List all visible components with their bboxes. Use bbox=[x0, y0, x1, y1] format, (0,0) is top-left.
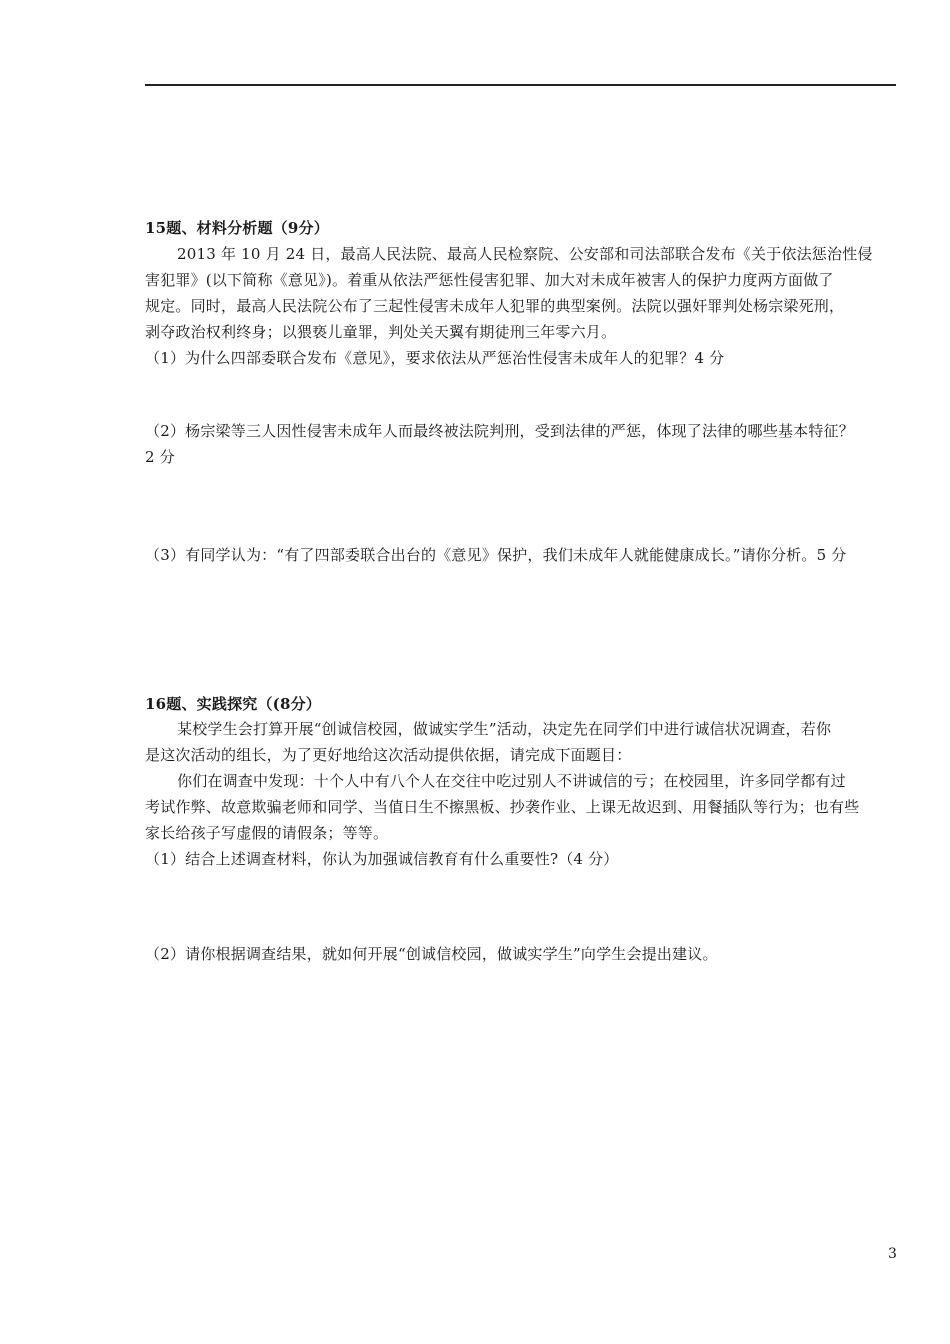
page-number: 3 bbox=[888, 1246, 897, 1262]
header-rule bbox=[145, 84, 896, 86]
q16-question-1: （1）结合上述调查材料，你认为加强诚信教育有什么重要性?（4 分） bbox=[145, 850, 619, 868]
q16-question-2: （2）请你根据调查结果，就如何开展“创诚信校园，做诚实学生”向学生会提出建议。 bbox=[145, 945, 718, 963]
q16-intro-line: 某校学生会打算开展“创诚信校园，做诚实学生”活动，决定先在同学们中进行诚信状况调查，若你 bbox=[177, 720, 832, 738]
q16-findings-line: 你们在调查中发现：十个人中有八个人在交往中吃过别人不讲诚信的亏；在校园里，许多同学都有过 bbox=[177, 772, 846, 790]
q15-question-2: （2）杨宗梁等三人因性侵害未成年人而最终被法院判刑，受到法律的严惩，体现了法律的哪些基本特征？ bbox=[145, 422, 854, 440]
q15-material-line: 规定。同时，最高人民法院公布了三起性侵害未成年人犯罪的典型案例。法院以强奸罪判处杨宗梁死刑， bbox=[145, 297, 845, 315]
q15-material-line: 2013 年 10 月 24 日，最高人民法院、最高人民检察院、公安部和司法部联合发布《关于依法惩治性侵 bbox=[177, 245, 873, 263]
q16-findings-line: 考试作弊、故意欺骗老师和同学、当值日生不擦黑板、抄袭作业、上课无故迟到、用餐插队等行为；也有些 bbox=[145, 798, 860, 816]
q16-findings-line: 家长给孩子写虚假的请假条；等等。 bbox=[145, 824, 389, 842]
q16-intro-line: 是这次活动的组长，为了更好地给这次活动提供依据，请完成下面题目： bbox=[145, 746, 632, 764]
q15-material-line: 害犯罪》(以下简称《意见》)。着重从依法严惩性侵害犯罪、加大对未成年被害人的保护力度两方面做了 bbox=[145, 271, 834, 289]
q15-material-line: 剥夺政治权利终身；以猥亵儿童罪，判处关天翼有期徒刑三年零六月。 bbox=[145, 323, 617, 341]
q15-question-3: （3）有同学认为：“有了四部委联合出台的《意见》保护，我们未成年人就能健康成长。”请你分析。5 分 bbox=[145, 546, 847, 564]
q16-heading: 16题、实践探究（(8分） bbox=[145, 695, 322, 713]
q15-question-1: （1）为什么四部委联合发布《意见》，要求依法从严惩治性侵害未成年人的犯罪？4 分 bbox=[145, 349, 725, 367]
q15-question-2-points: 2 分 bbox=[145, 448, 175, 466]
q15-heading: 15题、材料分析题（9分） bbox=[145, 219, 329, 237]
